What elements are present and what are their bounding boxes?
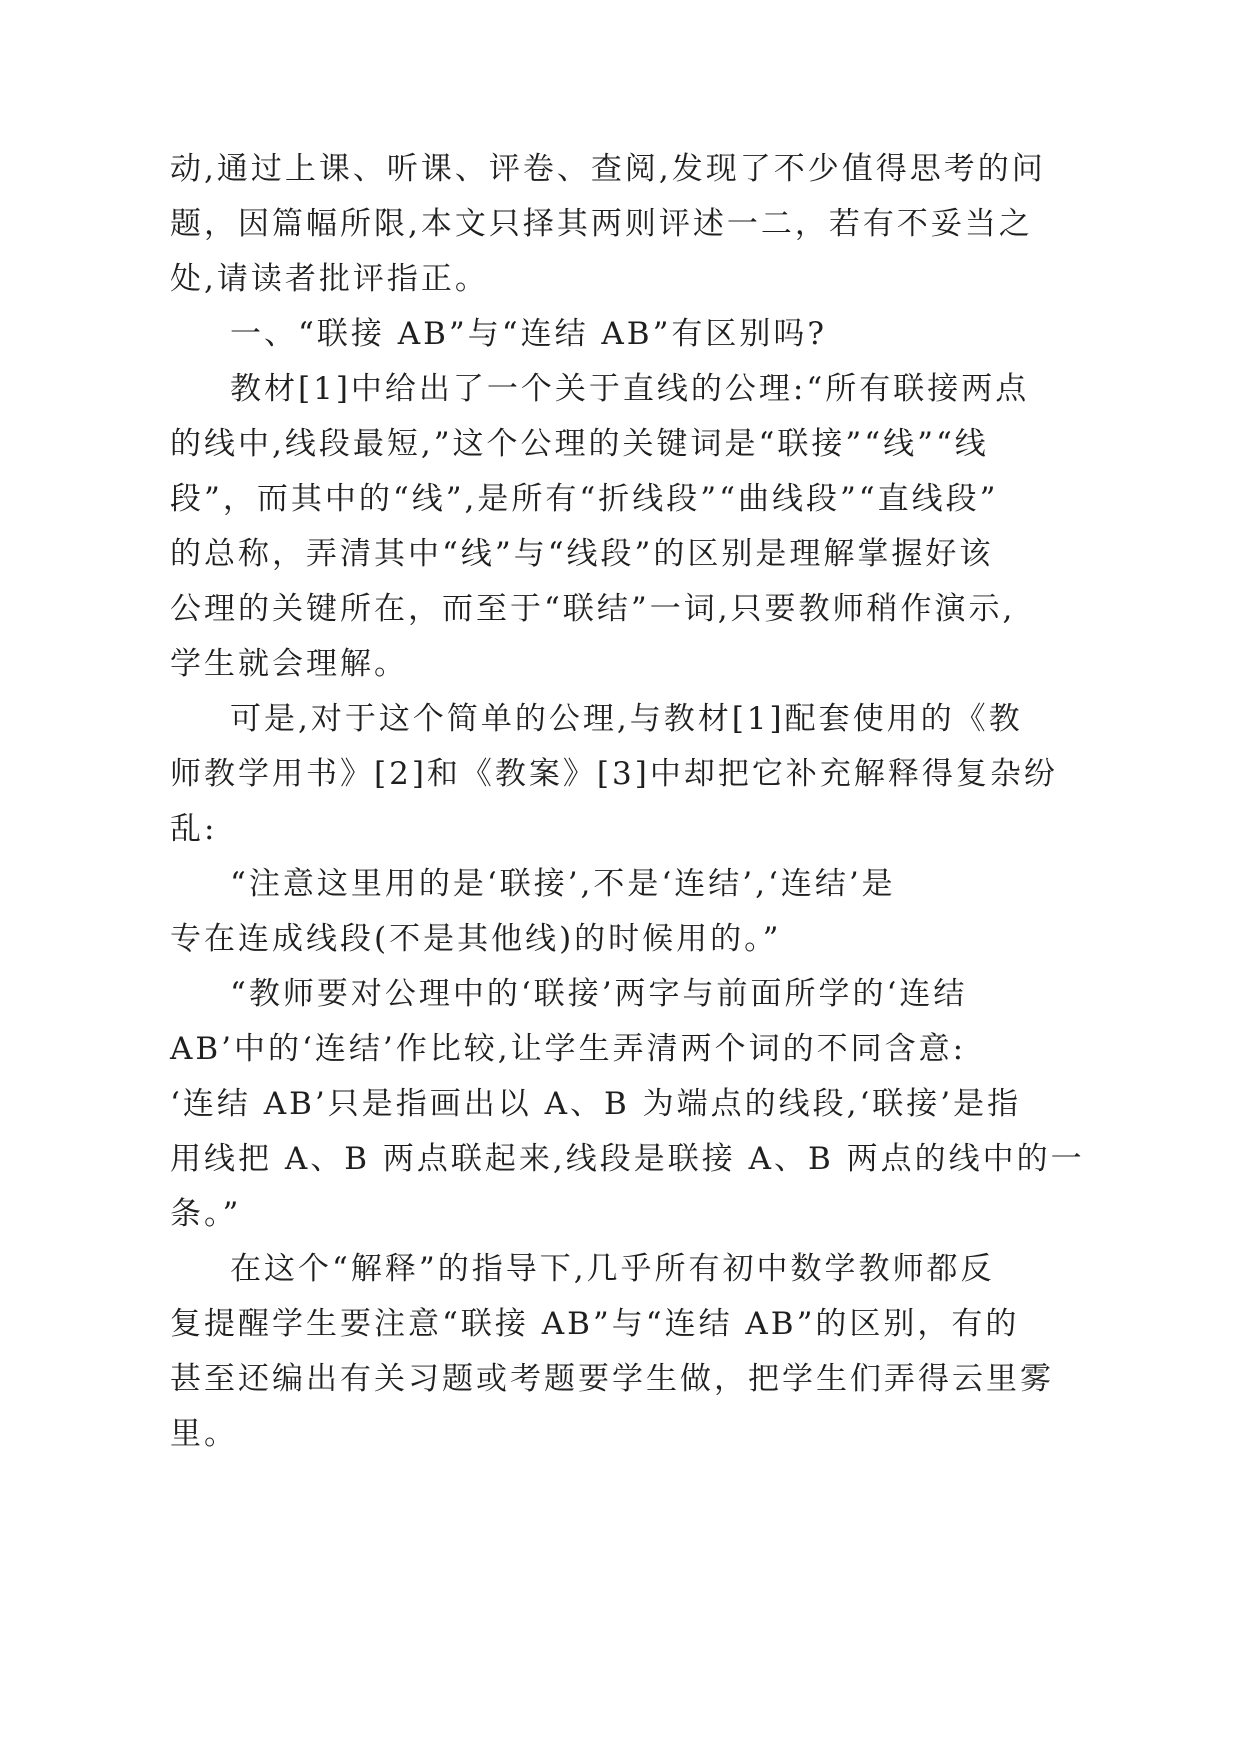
text-line: 教材[1]中给出了一个关于直线的公理:“所有联接两点 <box>230 371 1030 407</box>
quote-line: ‘连结 AB’只是指画出以 A、B 为端点的线段,‘联接’是指 <box>170 1086 1022 1122</box>
text-line: 复提醒学生要注意“联接 AB”与“连结 AB”的区别，有的 <box>170 1306 1020 1342</box>
text-line: 学生就会理解。 <box>170 646 408 682</box>
quote-line: “教师要对公理中的‘联接’两字与前面所学的‘连结 <box>230 976 968 1012</box>
text-line: 可是,对于这个简单的公理,与教材[1]配套使用的《教 <box>230 701 1023 737</box>
text-line: 动,通过上课、听课、评卷、查阅,发现了不少值得思考的问 <box>170 151 1046 187</box>
text-line: 乱: <box>170 811 218 847</box>
text-line: 师教学用书》[2]和《教案》[3]中却把它补充解释得复杂纷 <box>170 756 1058 792</box>
text-line: 公理的关键所在，而至于“联结”一词,只要教师稍作演示, <box>170 591 1016 627</box>
text-line: 处,请读者批评指正。 <box>170 261 489 297</box>
text-line: 段”，而其中的“线”,是所有“折线段”“曲线段”“直线段” <box>170 481 999 517</box>
text-line: 题，因篇幅所限,本文只择其两则评述一二，若有不妥当之 <box>170 206 1033 242</box>
quote-line: AB’中的‘连结’作比较,让学生弄清两个词的不同含意: <box>170 1031 967 1067</box>
quote-line: “注意这里用的是‘联接’,不是‘连结’,‘连结’是 <box>230 866 896 902</box>
section-heading: 一、“联接 AB”与“连结 AB”有区别吗? <box>230 316 828 352</box>
text-line: 的总称，弄清其中“线”与“线段”的区别是理解掌握好该 <box>170 536 994 572</box>
quote-line: 条。” <box>170 1196 242 1232</box>
text-line: 甚至还编出有关习题或考题要学生做，把学生们弄得云里雾 <box>170 1361 1054 1397</box>
text-line: 在这个“解释”的指导下,几乎所有初中数学教师都反 <box>230 1251 995 1287</box>
text-line: 里。 <box>170 1416 238 1452</box>
text-line: 的线中,线段最短,”这个公理的关键词是“联接”“线”“线 <box>170 426 989 462</box>
quote-line: 用线把 A、B 两点联起来,线段是联接 A、B 两点的线中的一 <box>170 1141 1085 1177</box>
quote-line: 专在连成线段(不是其他线)的时候用的。” <box>170 921 782 957</box>
